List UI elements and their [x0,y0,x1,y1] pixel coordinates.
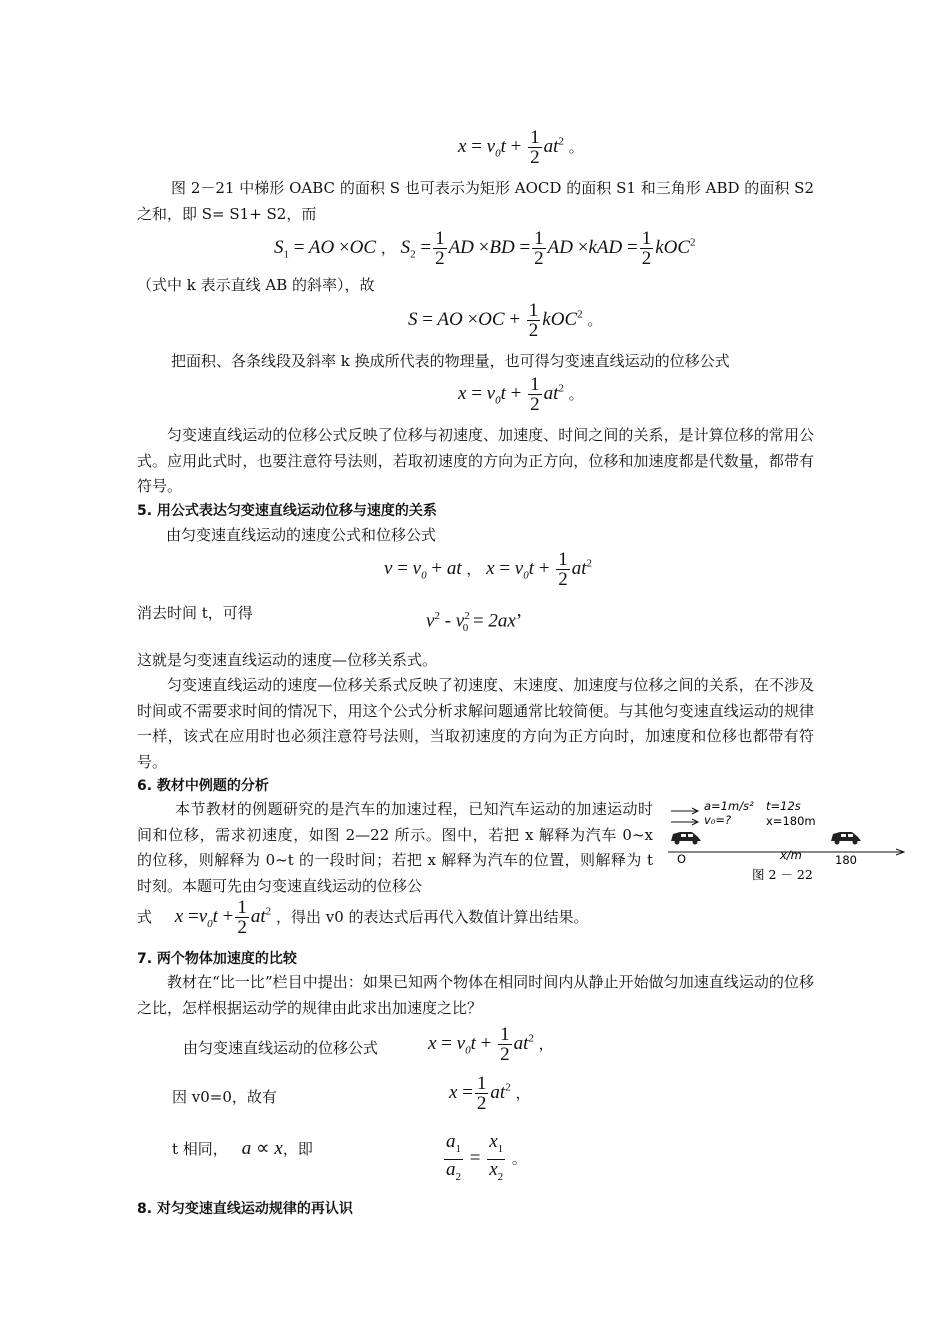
heading-5: 5. 用公式表达匀变速直线运动位移与速度的关系 [137,503,437,519]
heading-8: 8. 对匀变速直线运动规律的再认识 [137,1201,353,1217]
mark-180: 180 [835,853,857,867]
paragraph-displacement-meaning: 匀变速直线运动的位移公式反映了位移与初速度、加速度、时间之间的关系，是计算位移的常用公式。应用此式时，也要注意符号法则，若取初速度的方向为正方向，位移和加速度都是代数量，都带有符号。 [137,426,814,495]
displacement-label: x=180m [766,814,816,828]
t-same-post: ，即 [282,1140,313,1158]
example-pre-text: 式 [137,907,153,926]
formula-area-s: S = AO ×OC + $\frac{1}{2}$ kOC$^2$ 。 [408,300,603,341]
figure-caption: 图 2 － 22 [752,867,813,882]
formula-ratio: $\frac{a_1}{a_2}$ = $\frac{x_1}{x_2}$ 。 [446,1131,527,1183]
paragraph-slope: （式中 k 表示直线 AB 的斜率），故 [137,276,375,294]
paragraph-eliminate-time: 消去时间 t，可得 [137,604,253,622]
formula-displacement-2: $x = v_0t$ + $\frac{1}{2}$ $at^2$ 。 [458,374,584,415]
formula-displacement-3: $x = v_0t$ + $\frac{1}{2}$ $at^2$ ， [428,1024,554,1065]
paragraph-example-end: 式 $x =v_0t$ + $\frac{1}{2}$ $at^2$ ，得出 v0 的表达式后再代入数值计算出结果。 [137,897,589,938]
heading-6: 6. 教材中例题的分析 [137,778,269,794]
origin-label: O [677,852,687,866]
paragraph-t-same: t 相同， a ∝ x，即 [172,1138,313,1159]
formula-velocity-displacement: $v^2 - v^2_0 = 2ax$’ [426,610,523,635]
paragraph-velocity-displacement-meaning: 匀变速直线运动的速度—位移关系式反映了初速度、末速度、加速度与位移之间的关系，在不涉及时间或不需要求时间的情况下，用这个公式分析求解问题通常比较简便。与其他匀变速直线运动的规律一样，该式在应用时也必须注意符号法则，当取初速度的方向为正方向时，加速度和位移也都带有符号。 [137,676,814,771]
arrow-icon [671,808,698,825]
car-icon-end [831,832,861,845]
accel-label: a=1m/s² [704,799,754,813]
v0-label: v₀=? [704,813,732,827]
time-label: t=12s [766,799,801,813]
paragraph-compare: 教材在“比一比”栏目中提出：如果已知两个物体在相同时间内从静止开始做匀加速直线运动的位移之比，怎样根据运动学的规律由此求出加速度之比？ [137,973,814,1017]
paragraph-this-is: 这就是匀变速直线运动的速度—位移关系式。 [137,651,438,669]
axis-label: x/m [780,848,802,862]
car-icon [671,832,701,845]
paragraph-example: 本节教材的例题研究的是汽车的加速过程，已知汽车运动的加速运动时间和位移，需求初速度，如图 2—22 所示。图中，若把 x 解释为汽车 0~x 的位移，则解释为 0~t 的一段时间；若把 x 解释为汽车的位置，则解释为 t 时刻。本题可先由匀变速直线运动的位移公 [137,800,653,895]
paragraph-from-formulas: 由匀变速直线运动的速度公式和位移公式 [166,526,437,544]
formula-displacement-1: $x = v_0t$ + $\frac{1}{2}$ $at^2$ 。 [458,127,584,168]
paragraph-replace: 把面积、各条线段及斜率 k 换成所代表的物理量，也可得匀变速直线运动的位移公式 [171,352,730,370]
figure-2-22 [668,795,913,885]
t-same-text: t 相同， [172,1140,228,1158]
heading-7: 7. 两个物体加速度的比较 [137,951,297,967]
formula-s1-s2: $S_1$ = AO ×OC ， $S_2$ = $\frac{1}{2}$ AD ×BD = $\frac{1}{2}$ AD ×kAD = $\frac{1}{2}$ kOC$^2$ [274,228,696,269]
formula-velocity-and-displacement: $v = v_0$ + at ， $x = v_0t$ + $\frac{1}{2}$ $at^2$ [384,549,592,590]
formula-displacement-4: x = $\frac{1}{2}$ $at^2$ ， [449,1073,531,1114]
paragraph-v0-zero: 因 v0=0，故有 [172,1088,277,1106]
paragraph-from-displacement: 由匀变速直线运动的位移公式 [183,1039,379,1057]
example-post-text: ，得出 v0 的表达式后再代入数值计算出结果。 [275,907,589,926]
paragraph-trapezoid: 图 2－21 中梯形 OABC 的面积 S 也可表示为矩形 AOCD 的面积 S1 和三角形 ABD 的面积 S2 之和，即 S= S1+ S2，而 [137,179,814,223]
